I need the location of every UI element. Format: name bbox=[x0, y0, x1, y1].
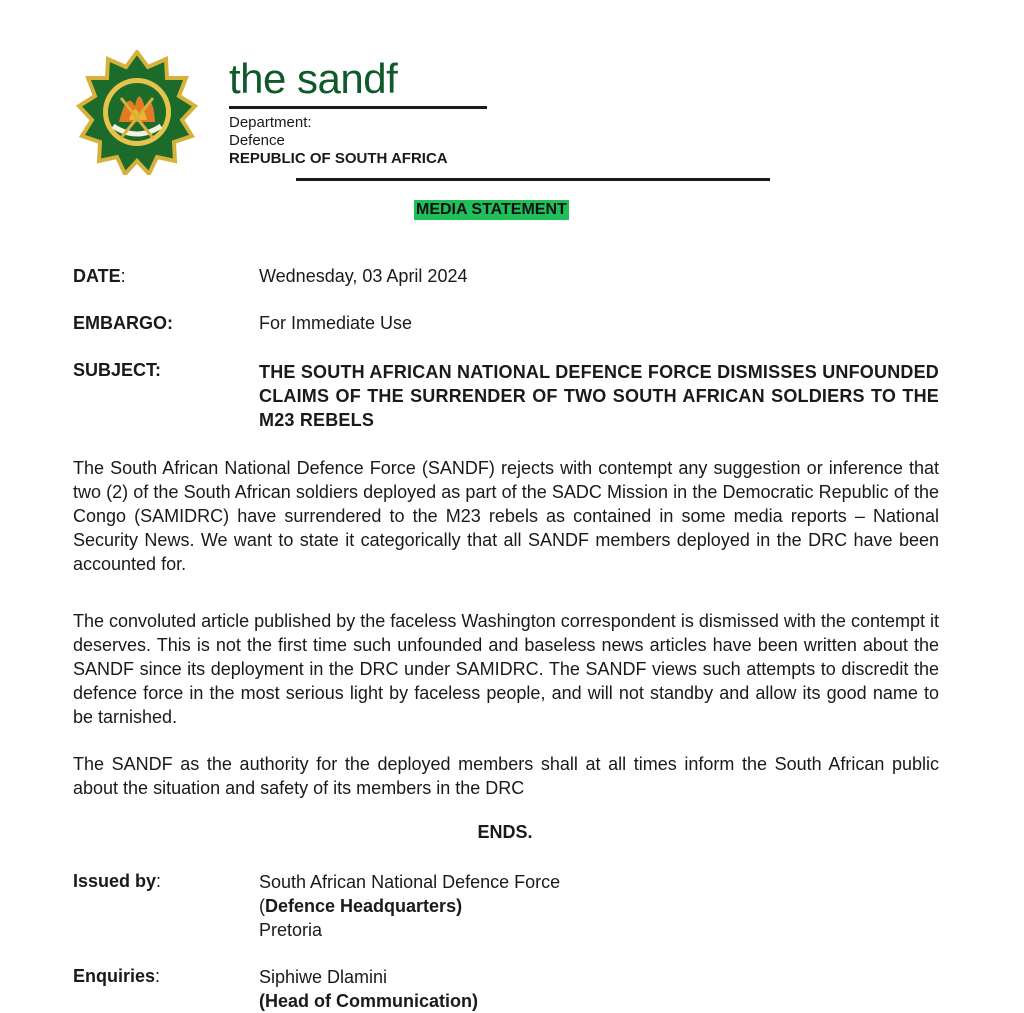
media-statement-badge: MEDIA STATEMENT bbox=[416, 201, 567, 218]
issued-by-label-text: Issued by bbox=[73, 871, 157, 891]
body-paragraph-3: The SANDF as the authority for the deployed members shall at all times inform the South African public about the situation and safety of its members in the DRC bbox=[73, 754, 939, 798]
issued-by-hq: Defence Headquarters) bbox=[265, 896, 463, 916]
date-label-text: DATE bbox=[73, 266, 121, 286]
enquiries-label-text: Enquiries bbox=[73, 966, 156, 986]
issued-by-label bbox=[73, 871, 161, 892]
header-rule bbox=[229, 106, 487, 109]
embargo-value: For Immediate Use bbox=[259, 313, 413, 333]
subject-label: SUBJECT: bbox=[73, 360, 162, 380]
body-paragraph-2: The convoluted article published by the faceless Washington correspondent is dismissed with the contempt it deserves. This is not the first time such unfounded and baseless news articles have been written about the SANDF since its deployment in the DRC under SAMIDRC. The SANDF views such attempts to discredit the defence force in the most serious light by faceless people, and will not standby and allow its good name to be tarnished. bbox=[73, 611, 939, 727]
header-rule-long bbox=[296, 178, 770, 181]
dept-line-1: Department: bbox=[229, 114, 312, 131]
enquiries-block bbox=[259, 965, 478, 1013]
date-colon: : bbox=[120, 266, 126, 286]
department-block bbox=[229, 114, 448, 168]
dept-line-3: REPUBLIC OF SOUTH AFRICA bbox=[229, 150, 448, 167]
subject-value: THE SOUTH AFRICAN NATIONAL DEFENCE FORCE DISMISSES UNFOUNDED CLAIMS OF THE SURRENDER OF TWO SOUTH AFRICAN SOLDIERS TO THE M23 REBELS bbox=[259, 362, 939, 430]
enquiries-line-1: Siphiwe Dlamini bbox=[259, 967, 388, 987]
ends-marker: ENDS. bbox=[477, 822, 533, 842]
embargo-label: EMBARGO: bbox=[73, 313, 173, 333]
body-paragraph-1: The South African National Defence Force (SANDF) rejects with contempt any suggestion or inference that two (2) of the South African soldiers deployed as part of the SADC Mission in the Democratic Republic of the Congo (SAMIDRC) have surrendered to the M23 rebels as contained in some media reports – National Security News. We want to state it categorically that all SANDF members deployed in the DRC have been accounted for. bbox=[73, 458, 939, 574]
enquiries-colon: : bbox=[155, 966, 161, 986]
issued-by-line-2 bbox=[259, 894, 560, 918]
brand-title: the sandf bbox=[229, 55, 398, 102]
enquiries-line-2: (Head of Communication) bbox=[259, 991, 478, 1011]
enquiries-label bbox=[73, 966, 160, 987]
issued-by-line-3: Pretoria bbox=[259, 920, 323, 940]
issued-by-block bbox=[259, 870, 560, 942]
date-label bbox=[73, 266, 126, 287]
dept-line-2: Defence bbox=[229, 132, 285, 149]
sandf-emblem-icon bbox=[70, 50, 205, 175]
date-value: Wednesday, 03 April 2024 bbox=[259, 266, 468, 286]
issued-by-paren: ( bbox=[259, 896, 265, 916]
issued-by-colon: : bbox=[156, 871, 162, 891]
issued-by-line-1: South African National Defence Force bbox=[259, 872, 561, 892]
